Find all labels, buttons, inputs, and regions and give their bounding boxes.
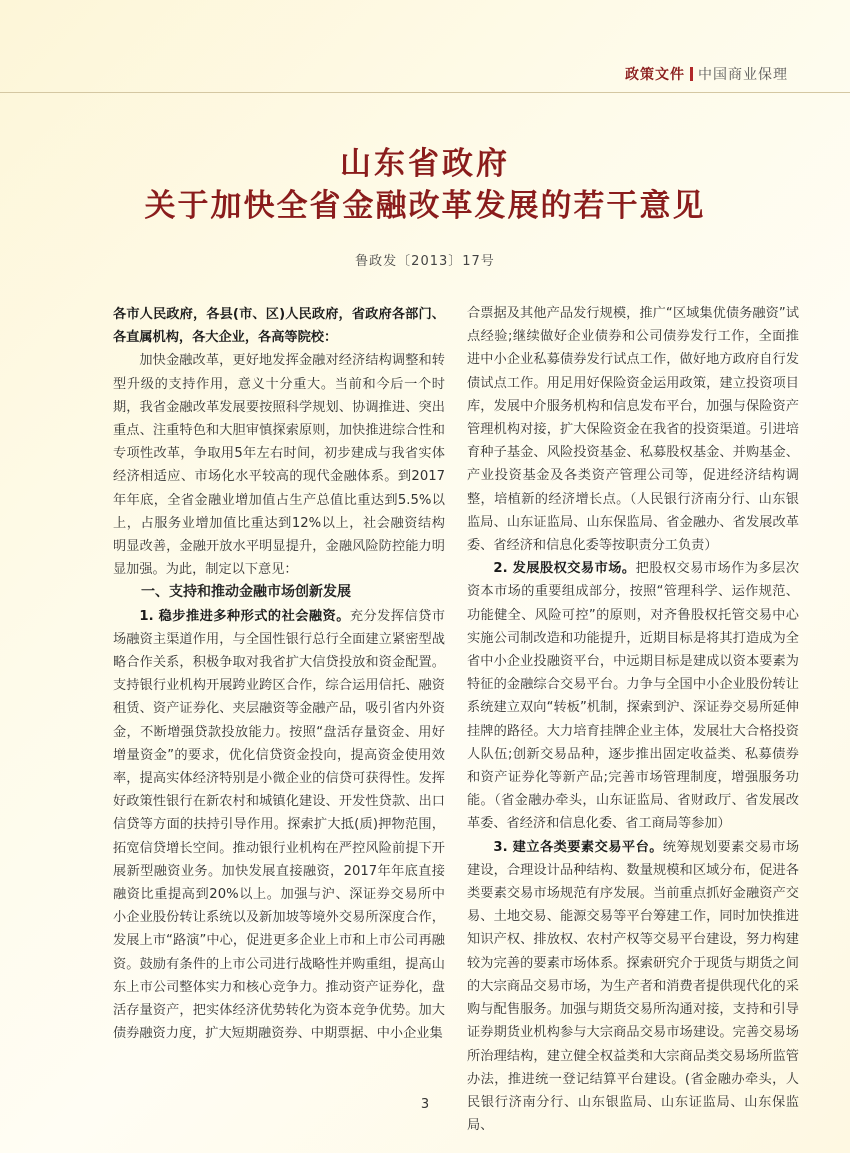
right-column — [467, 302, 799, 1137]
item-1-paragraph — [113, 605, 445, 1046]
item-1-body: 充分发挥信贷市场融资主渠道作用，与全国性银行总行全面建立紧密型战略合作关系，积极争取对我省扩大信贷投放和资金配置。支持银行业机构开展跨业跨区合作，综合运用信托、融资租赁、资产证券化、夹层融资等金融产品，吸引省内外资金，不断增强贷款投放能力。按照“盘活存量资金、用好增量资金”的要求，优化信贷资金投向，提高资金使用效率，提高实体经济特别是小微企业的信贷可获得性。发挥好政策性银行在新农村和城镇化建设、开发性贷款、出口信贷等方面的扶持引导作用。探索扩大抵(质)押物范围，拓宽信贷增长空间。推动银行业机构在严控风险前提下开展新型融资业务。加快发展直接融资，2017年年底直接融资比重提高到20%以上。加强与沪、深证券交易所中小企业股份转让系统以及新加坡等境外交易所深度合作，发展上市“路演”中心，促进更多企业上市和上市公司再融资。鼓励有条件的上市公司进行战略性并购重组，提高山东上市公司整体实力和核心竞争力。推动资产证券化，盘活存量资产，把实体经济优势转化为资本竞争优势。加大债券融资力度，扩大短期融资券、中期票据、中小企业集 — [113, 608, 445, 1042]
header-divider — [690, 67, 693, 81]
section-label: 政策文件 — [625, 67, 685, 83]
item-3-paragraph — [467, 836, 799, 1138]
item-3-title: 3. 建立各类要素交易平台。 — [493, 839, 663, 855]
intro-paragraph: 加快金融改革，更好地发挥金融对经济结构调整和转型升级的支持作用，意义十分重大。当前和今后一个时期，我省金融改革发展要按照科学规划、协调推进、突出重点、注重特色和大胆审慎探索原则，加快推进综合性和专项性改革，争取用5年左右时间，初步建成与我省实体经济相适应、市场化水平较高的现代金融体系。到2017年年底，全省金融业增加值占生产总值比重达到5.5%以上，占服务业增加值比重达到12%以上，社会融资结构明显改善，金融开放水平明显提升，金融风险防控能力明显加强。为此，制定以下意见： — [113, 353, 445, 578]
item-2-title: 2. 发展股权交易市场。 — [493, 561, 636, 577]
magazine-name: 中国商业保理 — [698, 67, 788, 83]
page-number: 3 — [420, 1097, 430, 1112]
continued-paragraph: 合票据及其他产品发行规模，推广“区域集优债务融资”试点经验;继续做好企业债券和公司债券发行工作，全面推进中小企业私募债券发行试点工作，做好地方政府自行发债试点工作。用足用好保险资金运用政策，建立投资项目库，发展中介服务机构和信息发布平台，加强与保险资产管理机构对接，扩大保险资金在我省的投资渠道。引进培育种子基金、风险投资基金、私募股权基金、并购基金、产业投资基金及各类资产管理公司等，促进经济结构调整，培植新的经济增长点。（人民银行济南分行、山东银监局、山东证监局、山东保监局、省金融办、省发展改革委、省经济和信息化委等按职责分工负责） — [467, 306, 799, 554]
addressee: 各市人民政府，各县(市、区)人民政府，省政府各部门、各直属机构，各大企业，各高等院校： — [113, 307, 445, 346]
title-line-2: 关于加快全省金融改革发展的若干意见 — [144, 188, 706, 224]
title-line-1: 山东省政府 — [340, 146, 510, 182]
section-heading-1: 一、支持和推动金融市场创新发展 — [141, 584, 351, 601]
item-2-body: 把股权交易市场作为多层次资本市场的重要组成部分，按照“管理科学、运作规范、功能健全、风险可控”的原则，对齐鲁股权托管交易中心实施公司制改造和功能提升，近期目标是将其打造成为全省中小企业投融资平台，中远期目标是建成以资本要素为特征的金融综合交易平台。力争与全国中小企业股份转让系统建立双向“转板”机制，探索到沪、深证券交易所延伸挂牌的路径。大力培育挂牌企业主体，发展壮大合格投资人队伍;创新交易品种，逐步推出固定收益类、私募债券和资产证券化等新产品;完善市场管理制度，增强服务功能。（省金融办牵头，山东证监局、省财政厅、省发展改革委、省经济和信息化委、省工商局等参加） — [467, 561, 800, 832]
header-rule — [0, 92, 850, 93]
document-number: 鲁政发〔2013〕17号 — [355, 254, 495, 269]
item-3-body: 统筹规划要素交易市场建设，合理设计品种结构、数量规模和区域分布，促进各类要素交易市场规范有序发展。当前重点抓好金融资产交易、土地交易、能源交易等平台筹建工作，同时加快推进知识产权、排放权、农村产权等交易平台建设，努力构建较为完善的要素市场体系。探索研究介于现货与期货之间的大宗商品交易市场，为生产者和消费者提供现代化的采购与配售服务。加强与期货交易所沟通对接，支持和引导证券期货业机构参与大宗商品交易市场建设。完善交易场所治理结构，建立健全权益类和大宗商品类交易场所监管办法，推进统一登记结算平台建设。(省金融办牵头，人民银行济南分行、山东银监局、山东证监局、山东保监局、 — [467, 839, 800, 1134]
running-header — [625, 64, 788, 84]
item-2-paragraph — [467, 557, 799, 835]
left-column — [113, 303, 445, 1046]
item-1-title: 1. 稳步推进多种形式的社会融资。 — [139, 608, 350, 624]
